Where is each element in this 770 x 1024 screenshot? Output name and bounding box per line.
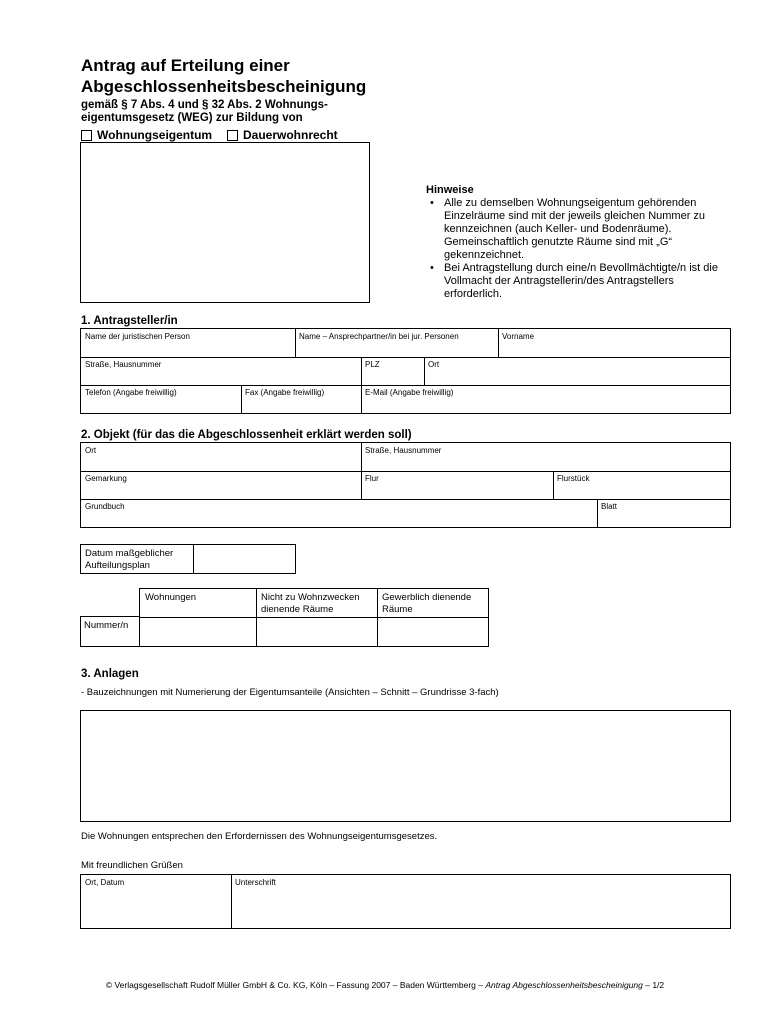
section1-title: 1. Antragsteller/in: [81, 315, 178, 327]
field-telefon[interactable]: Telefon (Angabe freiwillig): [85, 388, 177, 397]
hints-block: [426, 184, 726, 301]
section2-title: 2. Objekt (für das die Abgeschlossenheit erklärt werden soll): [81, 429, 412, 441]
input-nummer-gewerblich[interactable]: [378, 618, 488, 646]
col-gewerb-line1: Gewerblich dienende: [382, 592, 472, 603]
field-ansprechpartner[interactable]: Name – Ansprechpartner/in bei jur. Personen: [299, 332, 459, 341]
page-title-line2: Abgeschlossenheitsbescheinigung: [81, 77, 367, 96]
field-ort[interactable]: Ort: [428, 360, 440, 369]
input-nummer-wohnungen[interactable]: [140, 618, 256, 646]
object-table: [80, 442, 731, 528]
row-nummer: [80, 616, 140, 647]
signature-table: [80, 874, 731, 929]
section3-title: 3. Anlagen: [81, 668, 139, 680]
anlagen-item: - Bauzeichnungen mit Numerierung der Eigentumsanteile (Ansichten – Schnitt – Grundrisse 3-fach): [81, 687, 499, 698]
anlagen-box[interactable]: [80, 710, 731, 822]
hints-title: Hinweise: [426, 184, 474, 196]
input-nummer-nicht-wohnzwecke[interactable]: [257, 618, 377, 646]
applicant-table: [80, 328, 731, 414]
col-nicht-line1: Nicht zu Wohnzwecken: [261, 592, 360, 603]
field-grundbuch[interactable]: Grundbuch: [85, 502, 125, 511]
page-title-line1: Antrag auf Erteilung einer: [81, 56, 290, 75]
datum-label-line1: Datum maßgeblicher: [85, 548, 174, 559]
field-email[interactable]: E-Mail (Angabe freiwillig): [365, 388, 454, 397]
option-dauerwohnrecht-label: Dauerwohnrecht: [243, 128, 338, 142]
option-dauerwohnrecht[interactable]: [227, 128, 338, 142]
closing-statement: Die Wohnungen entsprechen den Erfordernissen des Wohnungseigentumsgesetzes.: [81, 831, 438, 842]
field-blatt[interactable]: Blatt: [601, 502, 618, 511]
footer: [0, 980, 770, 990]
checkbox-wohnungseigentum[interactable]: [81, 130, 92, 141]
col-wohnungen: Wohnungen: [145, 592, 197, 603]
hint-item-1: • Alle zu demselben Wohnungseigentum gehörenden Einzelräume sind mit der jeweils gleichen Nummer zu kennzeichnen (auch Keller- und Bodenräume). Gemeinschaftlich genutzte Räume sind mit „G“ gekennzeichnet.: [426, 197, 726, 262]
field-fax[interactable]: Fax (Angabe freiwillig): [245, 388, 325, 397]
field-strasse[interactable]: Straße, Hausnummer: [85, 360, 162, 369]
field-vorname[interactable]: Vorname: [502, 332, 535, 341]
field-gemarkung[interactable]: Gemarkung: [85, 474, 127, 483]
closing-greeting: Mit freundlichen Grüßen: [81, 860, 183, 871]
subtitle-line1: gemäß § 7 Abs. 4 und § 32 Abs. 2 Wohnungs-: [81, 99, 328, 111]
field-unterschrift[interactable]: Unterschrift: [235, 878, 276, 887]
field-flurstueck[interactable]: Flurstück: [557, 474, 590, 483]
field-ort-datum[interactable]: Ort, Datum: [85, 878, 125, 887]
hint-item-2: • Bei Antragstellung durch eine/n Bevollmächtigte/n ist die Vollmacht der Antragstellerin/des Antragstellers erforderlich.: [426, 262, 726, 301]
footer-italic: Antrag Abgeschlossenheitsbescheinigung: [485, 980, 643, 990]
rooms-header-table: [139, 588, 489, 647]
checkbox-dauerwohnrecht[interactable]: [227, 130, 238, 141]
col-gewerblich: [382, 592, 471, 615]
col-nicht-wohnzwecke: [261, 592, 360, 615]
option-wohnungseigentum-label: Wohnungseigentum: [97, 128, 213, 142]
field-plz[interactable]: PLZ: [365, 360, 380, 369]
datum-label-line2: Aufteilungsplan: [85, 559, 150, 571]
field-objekt-ort[interactable]: Ort: [85, 446, 97, 455]
col-gewerb-line2: Räume: [382, 603, 413, 615]
row-nummer-label: Nummer/n: [84, 620, 129, 631]
footer-suffix: – 1/2: [642, 980, 665, 990]
field-flur[interactable]: Flur: [365, 474, 379, 483]
footer-prefix: © Verlagsgesellschaft Rudolf Müller GmbH & Co. KG, Köln – Fassung 2007 – Baden Württemberg –: [105, 980, 486, 990]
subtitle-line2: eigentumsgesetz (WEG) zur Bildung von: [81, 112, 303, 124]
col-nicht-line2: dienende Räume: [261, 603, 334, 615]
stamp-box[interactable]: [80, 142, 370, 303]
datum-input[interactable]: [195, 545, 295, 573]
datum-aufteilungsplan-table: [80, 544, 296, 574]
option-wohnungseigentum[interactable]: [81, 128, 212, 142]
field-objekt-strasse[interactable]: Straße, Hausnummer: [365, 446, 442, 455]
field-juristische-person[interactable]: Name der juristischen Person: [85, 332, 190, 341]
datum-label: [85, 548, 173, 571]
